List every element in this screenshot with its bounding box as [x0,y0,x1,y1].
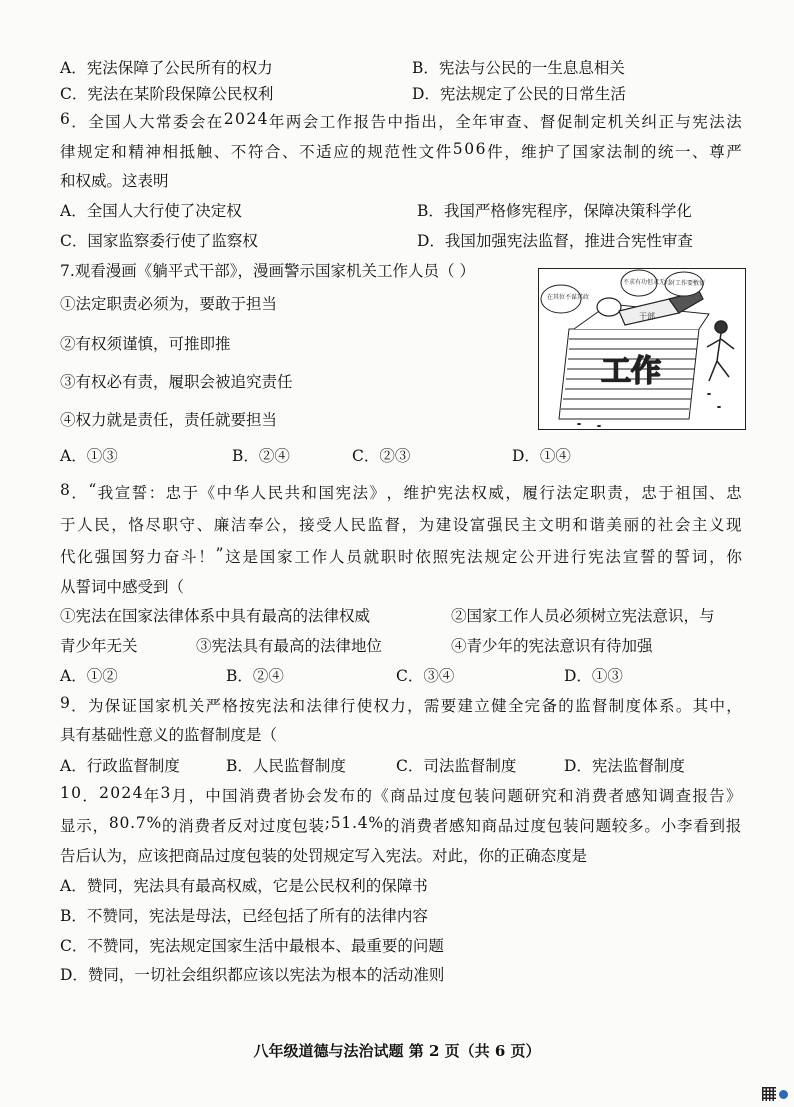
q9-stem-line-2: 具有基础性意义的监督制度是（ [60,726,278,744]
bubble-3-text: 对工作要敷衍 [669,280,706,287]
q6-stem-line-2: 律 规 定 和 精 神 相 抵 触 、 不 符 合 、 不 适 应 的 规 范 性 文 件 5 0 6 件 ， 维 护 了 国 家 法 制 的 统 一 、 尊 严 [60,140,742,161]
q9-option-c: C．司法监督制度 [396,757,517,775]
q8-option-c: C．③④ [396,667,455,685]
q10-stem-line-1: 1 0 ． 2 0 2 4 年 3 月 ， 中 国 消 费 者 协 会 发 布 的 《 商 品 过 度 包 装 问 题 研 究 和 消 费 者 感 知 调 查 报 告 》 [60,784,742,805]
q6-option-d: D．我国加强宪法监督，推进合宪性审查 [417,232,693,250]
q9-option-d: D．宪法监督制度 [564,757,685,775]
q8-stem-line-1: 8 ． “ 我 宣 誓 ： 忠 于 《 中 华 人 民 共 和 国 宪 法 》 ， 维 护 宪 法 权 威 ， 履 行 法 定 职 责 ， 忠 于 祖 国 、 忠 [60,481,742,502]
bubble-1-text: 在其位不谋其政 [547,294,590,301]
q7-item-4: ④权力就是责任，责任就要担当 [60,411,278,429]
q7-item-1: ①法定职责必须为，要敢于担当 [60,295,278,313]
running-person [707,321,734,381]
q6-stem-line-1: 6 ． 全 国 人 大 常 委 会 在 2 0 2 4 年 两 会 工 作 报 告 中 指 出 ， 全 年 审 查 、 督 促 制 定 机 关 纠 正 与 宪 法 法 [60,110,742,131]
q7-item-2: ②有权须谨慎，可推即推 [60,335,231,353]
q8-option-d: D．①③ [564,667,623,685]
q8-option-b: B．②④ [226,667,284,685]
corner-watermark [762,1087,788,1101]
q10-stem-line-2: 显 示 ， 8 0 . 7 % 的 消 费 者 反 对 过 度 包 装 ; 5 1 . 4 % 的 消 费 者 感 知 商 品 过 度 包 装 问 题 较 多 。 小 李 看 到 报 [60,814,742,835]
q8-item-2: ②国家工作人员必须树立宪法意识，与 [451,607,715,625]
q10-option-d: D．赞同，一切社会组织都应该以宪法为根本的活动准则 [60,966,445,984]
q5-option-b: B．宪法与公民的一生息息相关 [412,59,625,77]
qr-code-icon [762,1087,776,1101]
stack-label: 工作 [601,354,661,389]
q5-option-c: C．宪法在某阶段保障公民权利 [60,85,274,103]
q8-stem-line-2: 于 人 民 ， 恪 尽 职 守 、 廉 洁 奉 公 ， 接 受 人 民 监 督 ， 为 建 设 富 强 民 主 文 明 和 谐 美 丽 的 社 会 主 义 现 [60,516,742,534]
q7-item-3: ③有权必有责，履职会被追究责任 [60,373,293,391]
q8-item-1: ①宪法在国家法律体系中具有最高的法律权威 [60,607,371,625]
q9-stem-line-1: 9 ． 为 保 证 国 家 机 关 严 格 按 宪 法 和 法 律 行 使 权 力 ， 需 要 建 立 健 全 完 备 的 监 督 制 度 体 系 。 其 中 ， [60,694,742,715]
q8-stem-line-3: 代 化 强 国 努 力 奋 斗 ！ ” 这 是 国 家 工 作 人 员 就 职 时 依 照 宪 法 规 定 公 开 进 行 宪 法 宣 誓 的 誓 词 ， 你 [60,545,742,566]
q10-option-b: B．不赞同，宪法是母法，已经包括了所有的法律内容 [60,907,428,925]
q9-option-b: B．人民监督制度 [226,757,346,775]
brand-logo-icon [779,1090,788,1099]
q8-item-2-cont: 青少年无关 [60,637,138,655]
q9-option-a: A．行政监督制度 [60,757,180,775]
q7-stem: 7.观看漫画《躺平式干部》，漫画警示国家机关工作人员（ ） [60,262,475,280]
q10-option-a: A．赞同，宪法具有最高权威，它是公民权利的保障书 [60,877,428,895]
q6-option-a: A．全国人大行使了决定权 [60,202,242,220]
sleeper-label: 干部 [639,312,655,321]
q10-stem-line-3: 告后认为，应该把商品过度包装的处罚规定写入宪法。对此，你的正确态度是 [60,847,588,865]
q7-option-d: D．①④ [512,447,571,465]
q6-stem-line-3: 和权威。这表明 [60,172,169,190]
cartoon-drawing [539,269,745,429]
q8-item-4: ④青少年的宪法意识有待加强 [451,637,653,655]
q7-option-b: B．②④ [232,447,290,465]
q7-option-a: A．①③ [60,447,118,465]
q10-option-c: C．不赞同，宪法规定国家生活中最根本、最重要的问题 [60,937,444,955]
bubble-2-text: 不求有功但求无过 [623,279,672,286]
q7-option-c: C．②③ [352,447,411,465]
q8-option-a: A．①② [60,667,118,685]
q5-option-d: D．宪法规定了公民的日常生活 [412,85,626,103]
page-footer: 八年级道德与法治试题 第 2 页（共 6 页） [253,1042,541,1060]
q5-option-a: A．宪法保障了公民所有的权力 [60,59,273,77]
q6-option-b: B．我国严格修宪程序，保障决策科学化 [417,202,692,220]
q8-stem-line-4: 从誓词中感受到（ [60,578,185,596]
lying-flat-cadre-cartoon [538,268,746,430]
q6-option-c: C．国家监察委行使了监察权 [60,232,258,250]
q8-item-3: ③宪法具有最高的法律地位 [196,637,383,655]
